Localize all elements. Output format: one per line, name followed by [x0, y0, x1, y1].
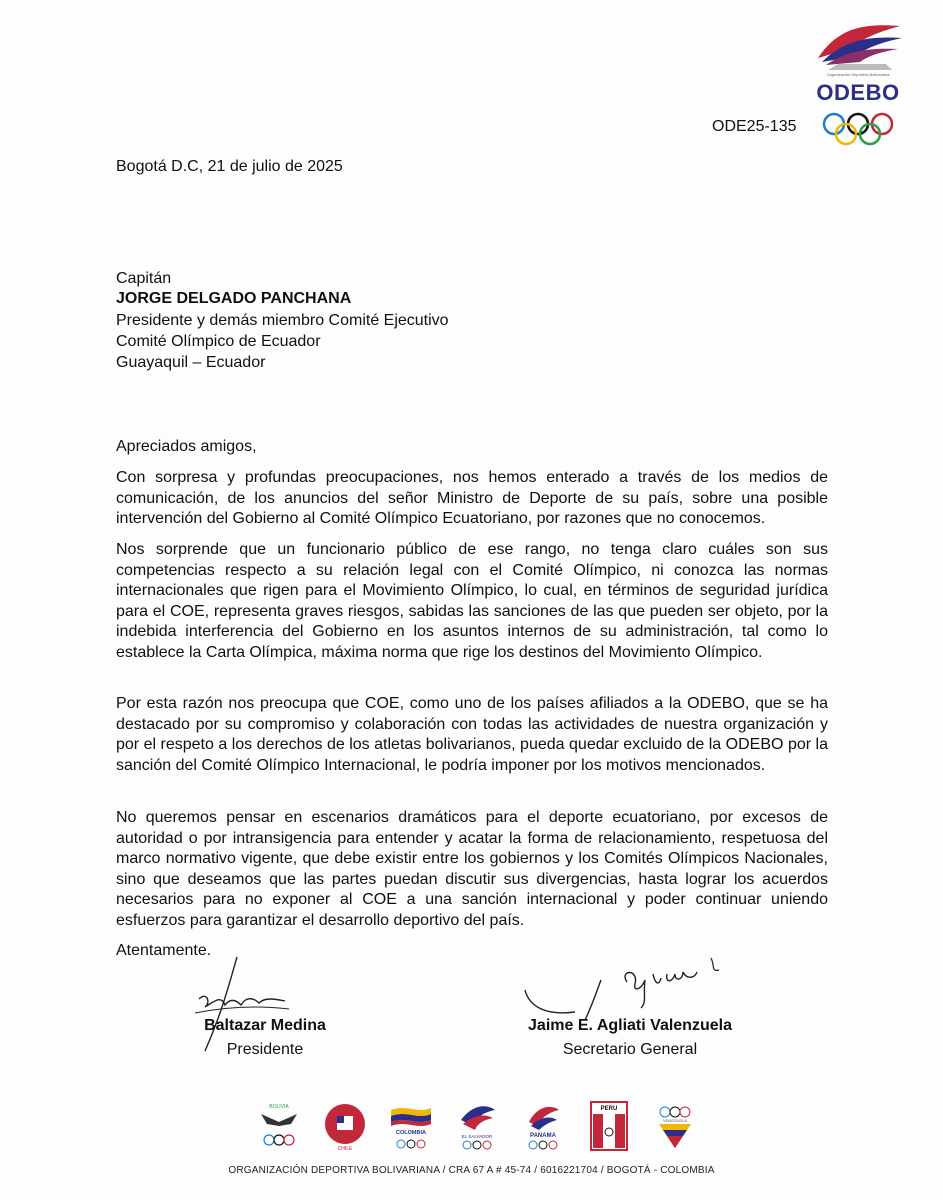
bolivia-committee-logo	[255, 1100, 303, 1152]
recipient-title: Capitán	[116, 270, 172, 287]
venezuela-committee-logo	[651, 1100, 699, 1152]
signatory-president-role: Presidente	[226, 1041, 304, 1058]
paragraph-3: Por esta razón nos preocupa que COE, como uno de los países afiliados a la ODEBO, que se ha destacado por su compromiso y colaboración con todas las actividades de nuestra organización y por el respeto a los derechos de los atletas bolivarianos, pueda quedar excluido de la ODEBO por la sanción del Comité Olímpico Internacional, le podría imponer por los motivos mencionados.	[116, 695, 828, 774]
el-salvador-committee-logo	[453, 1100, 501, 1152]
recipient-organization: Comité Olímpico de Ecuador	[116, 333, 321, 350]
recipient-name: JORGE DELGADO PANCHANA	[116, 290, 352, 307]
signatory-secretary	[480, 1017, 780, 1059]
paragraph-2: Nos sorprende que un funcionario público de ese rango, no tenga claro cuáles son sus competencias respecto a su relación legal con el Comité Olímpico, ni conozca las normas internacionales que rigen para el Movimiento Olímpico, lo cual, en términos de seguridad jurídica para el COE, representa graves riesgos, sabidas las sanciones de las que pueden ser objeto, por la indebida interferencia del Gobierno en los asuntos internos de su administración, tal como lo establece la Carta Olímpica, máxima norma que rige los destinos del Movimiento Olímpico.	[116, 541, 828, 661]
signatory-president	[165, 1017, 365, 1059]
member-logos-row	[255, 1100, 705, 1152]
peru-logo-label: PERU	[600, 1106, 618, 1112]
greeting: Apreciados amigos,	[116, 438, 257, 455]
chile-logo-label: CHILE	[337, 1146, 353, 1152]
odebo-flame-icon	[808, 18, 908, 78]
panama-committee-logo	[519, 1100, 567, 1152]
place-date: Bogotá D.C, 21 de julio de 2025	[116, 158, 343, 175]
bolivia-logo-label: BOLIVIA	[269, 1104, 289, 1110]
recipient-city: Guayaquil – Ecuador	[116, 354, 266, 371]
venezuela-logo-label: VENEZUELA	[663, 1118, 687, 1123]
el-salvador-logo-label: EL SALVADOR	[461, 1134, 493, 1139]
odebo-logo	[808, 18, 908, 150]
signatory-president-name: Baltazar Medina	[204, 1017, 326, 1034]
closing: Atentamente.	[116, 942, 212, 959]
paragraph-1: Con sorpresa y profundas preocupaciones, nos hemos enterado a través de los medios de comunicación, de los anuncios del señor Ministro de Deporte de su país, sobre una posible intervención del Gobierno al Comité Olímpico Ecuatoriano, por razones que no conocemos.	[116, 469, 828, 528]
recipient-role: Presidente y demás miembro Comité Ejecutivo	[116, 312, 449, 329]
odebo-logo-text: ODEBO	[816, 80, 900, 105]
colombia-logo-label: COLOMBIA	[396, 1130, 426, 1136]
paragraph-4: No queremos pensar en escenarios dramáticos para el deporte ecuatoriano, por excesos de autoridad o por intransigencia para entender y acatar la forma de relacionamiento, respetuosa del marco normativo vigente, que debe existir entre los gobiernos y los Comités Olímpicos Nacionales, sino que deseamos que las partes puedan discutir sus divergencias, hasta lograr los acuerdos necesarios para no exponer al COE a una sanción internacional y poder continuar uniendo esfuerzos para garantizar el desarrollo deportivo del país.	[116, 809, 828, 929]
chile-committee-logo	[321, 1100, 369, 1152]
odebo-logo-tagline: Organización Deportiva Bolivariana	[826, 72, 890, 77]
panama-logo-label: PANAMA	[530, 1133, 556, 1139]
footer-address: ORGANIZACIÓN DEPORTIVA BOLIVARIANA / CRA 67 A # 45-74 / 6016221704 / BOGOTÁ - COLOMBIA	[228, 1165, 715, 1176]
signatory-secretary-name: Jaime E. Agliati Valenzuela	[528, 1017, 732, 1034]
peru-committee-logo	[585, 1100, 633, 1152]
colombia-committee-logo	[387, 1100, 435, 1152]
olympic-rings-icon	[808, 110, 908, 150]
reference-number: ODE25-135	[712, 118, 797, 135]
signatory-secretary-role: Secretario General	[562, 1041, 698, 1058]
